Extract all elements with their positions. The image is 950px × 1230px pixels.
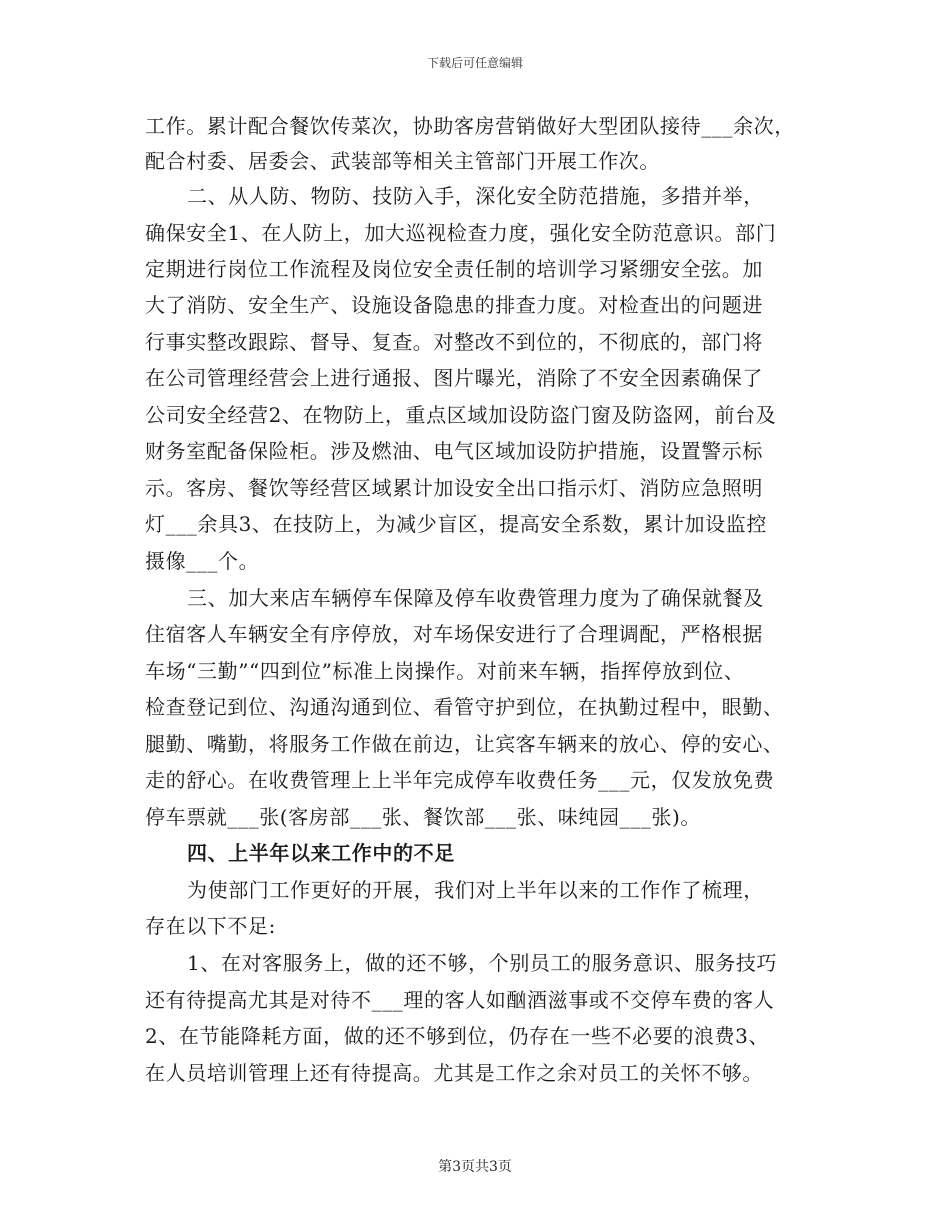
text-line: 定期进行岗位工作流程及岗位安全责任制的培训学习紧绷安全弦。加: [145, 257, 763, 281]
text-line: 在公司管理经营会上进行通报、图片曝光，消除了不安全因素确保了: [145, 366, 763, 390]
section-heading-line: 二、从人防、物防、技防入手，深化安全防范措施，多措并举，: [187, 184, 764, 208]
text-line: 工作。累计配合餐饮传菜次，协助客房营销做好大型团队接待___余次，: [145, 114, 795, 138]
text-line: 摄像___个。: [145, 549, 260, 573]
text-line: 还有待提高尤其是对待不___理的客人如酗酒滋事或不交停车费的客人: [145, 988, 775, 1012]
text-line: 检查登记到位、沟通沟通到位、看管守护到位，在执勤过程中，眼勤、: [145, 695, 784, 719]
text-line: 大了消防、安全生产、设施设备隐患的排查力度。对检查出的问题进: [145, 293, 763, 317]
text-line: 车场“三勤”“四到位”标准上岗操作。对前来车辆，指挥停放到位、: [145, 659, 745, 683]
section-heading: 四、上半年以来工作中的不足: [187, 841, 455, 865]
text-line: 2、在节能降耗方面，做的还不够到位，仍存在一些不必要的浪费3、: [145, 1024, 770, 1048]
page-header: 下载后可任意编辑: [426, 56, 523, 70]
section-heading-line: 三、加大来店车辆停车保障及停车收费管理力度为了确保就餐及: [187, 586, 764, 610]
text-line: 行事实整改跟踪、督导、复查。对整改不到位的，不彻底的，部门将: [145, 330, 763, 354]
page-footer: 第3页共3页: [438, 1159, 512, 1175]
text-line: 存在以下不足:: [145, 914, 276, 938]
text-line: 示。客房、餐饮等经营区域累计加设安全出口指示灯、消防应急照明: [145, 476, 763, 500]
text-line: 住宿客人车辆安全有序停放，对车场保安进行了合理调配，严格根据: [145, 622, 763, 646]
text-line: 灯___余具3、在技防上，为减少盲区，提高安全系数，累计加设监控: [145, 512, 767, 536]
text-line: 财务室配备保险柜。涉及燃油、电气区域加设防护措施，设置警示标: [145, 439, 763, 463]
text-line: 确保安全1、在人防上，加大巡视检查力度，强化安全防范意识。部门: [145, 221, 777, 245]
text-line: 1、在对客服务上，做的还不够，个别员工的服务意识、服务技巧: [187, 951, 778, 975]
text-line: 配合村委、居委会、武装部等相关主管部门开展工作次。: [145, 149, 660, 173]
text-line: 在人员培训管理上还有待提高。尤其是工作之余对员工的关怀不够。: [145, 1061, 763, 1085]
text-line: 腿勤、嘴勤，将服务工作做在前边，让宾客车辆来的放心、停的安心、: [145, 732, 784, 756]
text-line: 公司安全经营2、在物防上，重点区域加设防盗门窗及防盗网，前台及: [145, 403, 777, 427]
text-line: 停车票就___张(客房部___张、餐饮部___张、味纯园___张)。: [145, 805, 702, 829]
text-line: 走的舒心。在收费管理上上半年完成停车收费任务___元，仅发放免费: [145, 768, 775, 792]
text-line: 为使部门工作更好的开展，我们对上半年以来的工作作了梳理，: [187, 878, 764, 902]
